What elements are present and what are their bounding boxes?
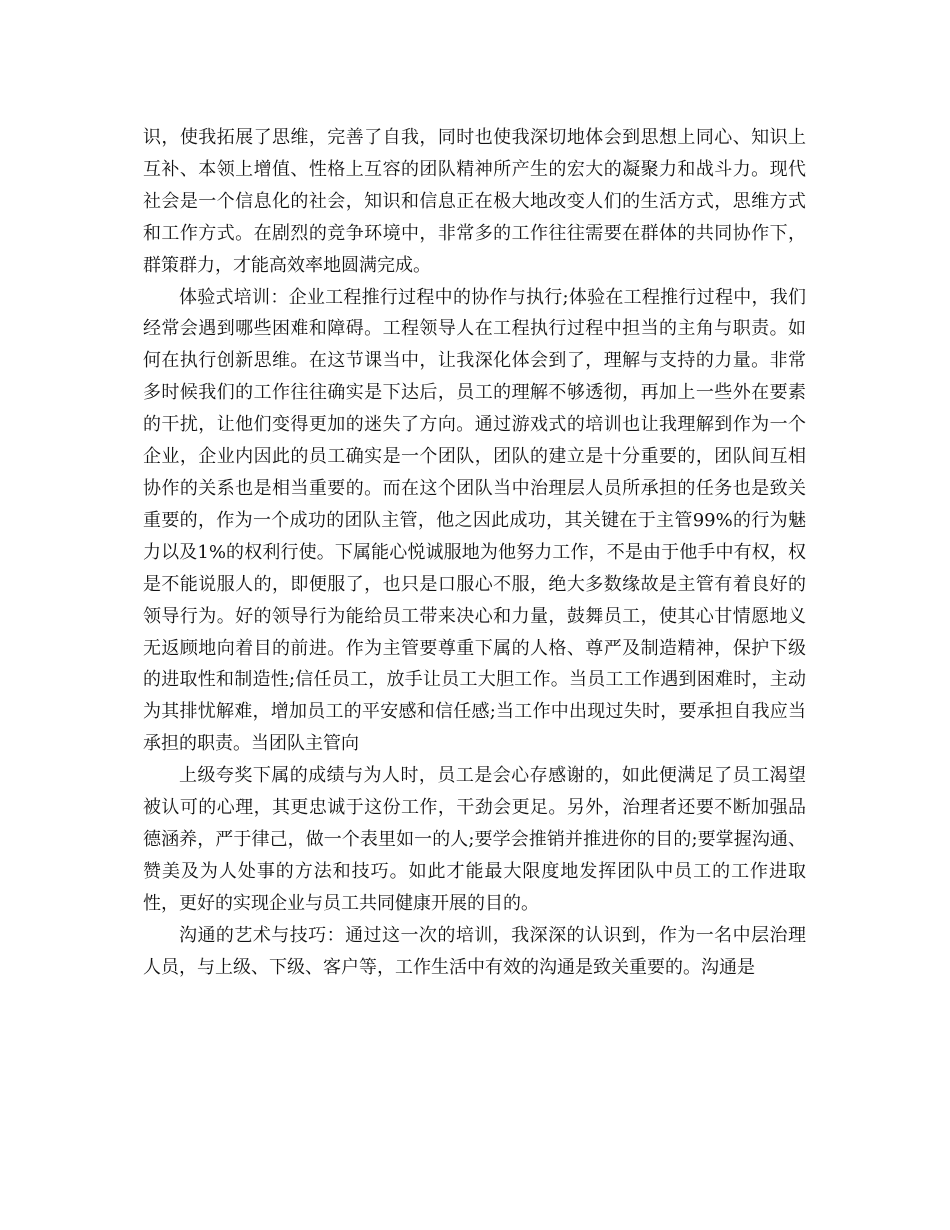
paragraph-2: 体验式培训：企业工程推行过程中的协作与执行;体验在工程推行过程中，我们经常会遇到哪些困难和障碍。工程领导人在工程执行过程中担当的主角与职责。如何在执行创新思维。在这节课当中，让我深化体会到了，理解与支持的力量。非常多时候我们的工作往往确实是下达后，员工的理解不够透彻，再加上一些外在要素的干扰，让他们变得更加的迷失了方向。通过游戏式的培训也让我理解到作为一个企业，企业内因此的员工确实是一个团队，团队的建立是十分重要的，团队间互相协作的关系也是相当重要的。而在这个团队当中治理层人员所承担的任务也是致关重要的，作为一个成功的团队主管，他之因此成功，其关键在于主管99%的行为魅力以及1%的权利行使。下属能心悦诚服地为他努力工作，不是由于他手中有权，权是不能说服人的，即便服了，也只是口服心不服，绝大多数缘故是主管有着良好的领导行为。好的领导行为能给员工带来决心和力量，鼓舞员工，使其心甘情愿地义无返顾地向着目的前进。作为主管要尊重下属的人格、尊严及制造精神，保护下级的进取性和制造性;信任员工，放手让员工大胆工作。当员工工作遇到困难时，主动为其排忧解难，增加员工的平安感和信任感;当工作中出现过失时，要承担自我应当承担的职责。当团队主管向: [143, 286, 806, 755]
paragraph-3: 上级夸奖下属的成绩与为人时，员工是会心存感谢的，如此便满足了员工渴望被认可的心理，其更忠诚于这份工作，干劲会更足。另外，治理者还要不断加强品德涵养，严于律己，做一个表里如一的人;要学会推销并推进你的目的;要掌握沟通、赞美及为人处事的方法和技巧。如此才能最大限度地发挥团队中员工的工作进取性，更好的实现企业与员工共同健康开展的目的。: [143, 765, 806, 914]
paragraph-4: 沟通的艺术与技巧：通过这一次的培训，我深深的认识到，作为一名中层治理人员，与上级、下级、客户等，工作生活中有效的沟通是致关重要的。沟通是: [143, 924, 806, 978]
paragraph-1: 识，使我拓展了思维，完善了自我，同时也使我深切地体会到思想上同心、知识上互补、本领上增值、性格上互容的团队精神所产生的宏大的凝聚力和战斗力。现代社会是一个信息化的社会，知识和信息正在极大地改变人们的生活方式，思维方式和工作方式。在剧烈的竞争环境中，非常多的工作往往需要在群体的共同协作下，群策群力，才能高效率地圆满完成。: [143, 127, 806, 276]
document-body: [143, 122, 806, 983]
